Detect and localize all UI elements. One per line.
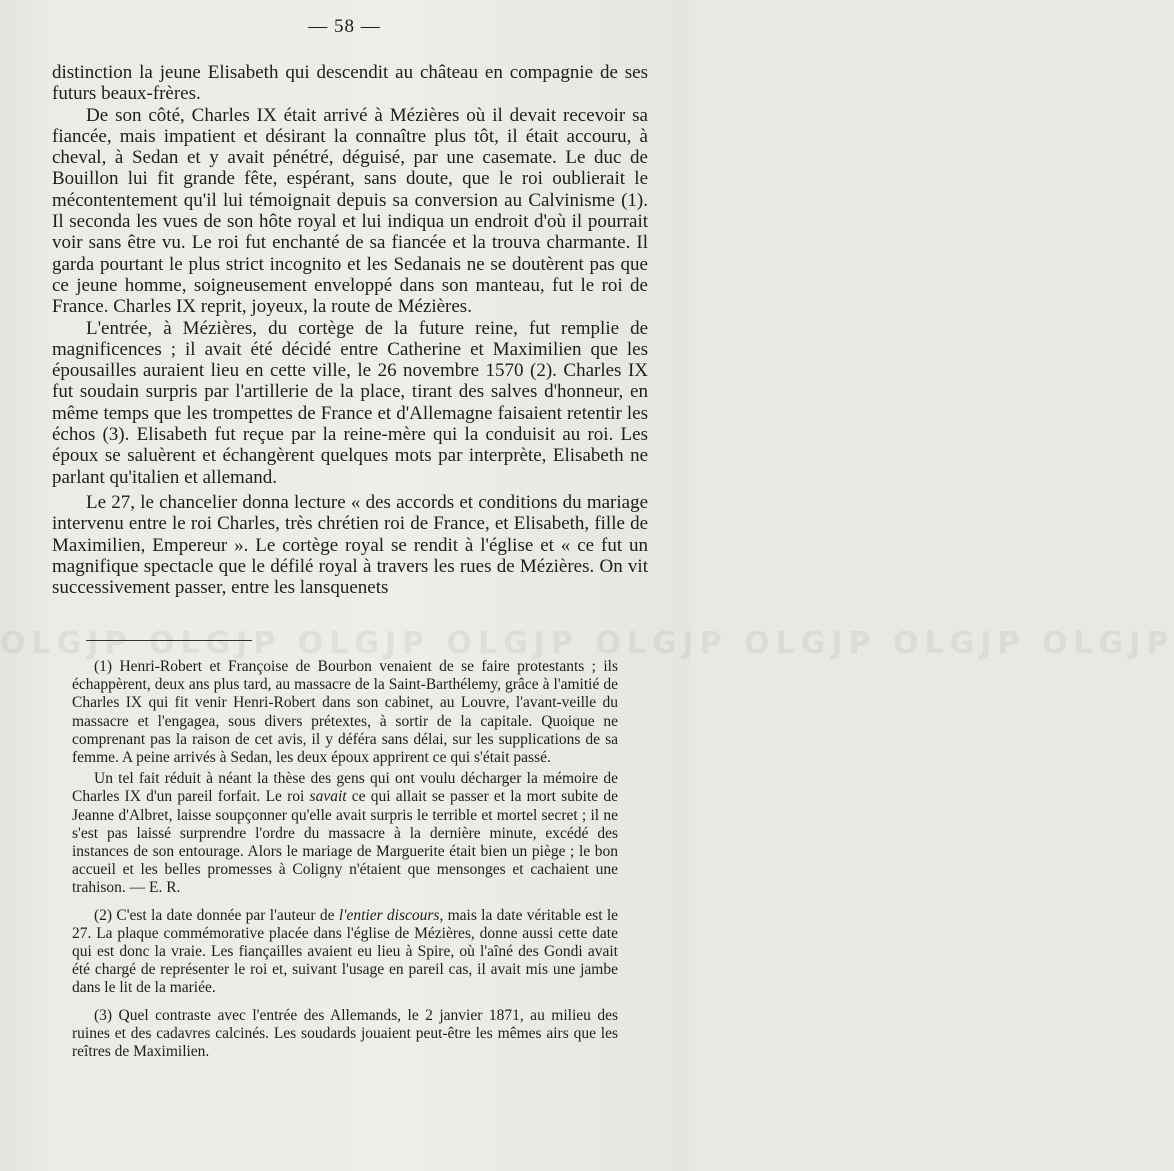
body-paragraph-3: L'entrée, à Mézières, du cortège de la future reine, fut remplie de magnificences ; il avait été décidé entre Catherine et Maximilien que les épousailles auraient lieu en cette ville, le 26 novembre 1570 (2). Charles IX fut soudain surpris par l'artillerie de la place, tirant des salves d'honneur, en même temps que les trompettes de France et d'Allemagne faisaient retentir les échos (3). Elisabeth fut reçue par la reine-mère qui la conduisit au roi. Les époux se saluèrent et échangèrent quelques mots par interprète, Elisabeth ne parlant qu'italien et allemand. [52,317,648,488]
footnotes [72,658,618,1064]
main-text [52,62,648,598]
footnote-1-cont-text-b: ce qui allait se passer et la mort subite de Jeanne d'Albret, laisse soupçonner qu'elle avait surpris le terrible et mortel secret ; il ne s'est pas laissé surprendre l'ordre du massacre à la dernière minute, excédé des instances de son entourage. Alors le mariage de Marguerite était bien un piège ; le bon accueil et les belles promesses à Coligny n'étaient que mensonges et cachaient une trahison. — E. R. [72,788,618,897]
footnote-2-text-a: (2) C'est la date donnée par l'auteur de [94,906,339,924]
footnote-2-italic: l'entier discours [338,906,440,924]
footnote-2-text-b: , mais la date véritable est le 27. La plaque commémorative placée dans l'église de Mézières, donne aussi cette date qui est donc la vraie. Les fiançailles avaient eu lieu à Spire, où l'aîné des Gondi avait été chargé de représenter le roi et, suivant l'usage en pareil cas, il avait mis une jambe dans le lit de la mariée. [72,906,618,997]
footnote-1: (1) Henri-Robert et Françoise de Bourbon venaient de se faire protestants ; ils échappèrent, deux ans plus tard, au massacre de la Saint-Barthélemy, grâce à l'amitié de Charles IX qui fit venir Henri-Robert dans son cabinet, au Louvre, l'avant-veille du massacre et l'engagea, sous divers prétextes, à sortir de la capitale. Quoique ne comprenant pas la raison de cet avis, il y déféra sans délai, sur les supplications de sa femme. A peine arrivés à Sedan, les deux époux apprirent ce qui s'était passé. [72,658,618,767]
body-paragraph-1: distinction la jeune Elisabeth qui descendit au château en compagnie de ses futurs beaux-frères. [52,62,648,105]
footnote-1-cont-text-a: Un tel fait réduit à néant la thèse des gens qui ont voulu décharger la mémoire de Charles IX d'un pareil forfait. Le roi [72,770,618,806]
footnote-1-cont-italic: savait [309,788,347,806]
watermark-band: OLGJP OLGJP OLGJP OLGJP OLGJP OLGJP OLGJP OLGJP [0,626,1174,661]
footnote-3: (3) Quel contraste avec l'entrée des Allemands, le 2 janvier 1871, au milieu des ruines et des cadavres calcinés. Les soudards jouaient peut-être les mêmes airs que les reîtres de Maximilien. [72,1006,618,1061]
body-paragraph-2: De son côté, Charles IX était arrivé à Mézières où il devait recevoir sa fiancée, mais impatient et désirant la connaître plus tôt, il était accouru, à cheval, à Sedan et y avait pénétré, déguisé, par une casemate. Le duc de Bouillon lui fit grande fête, espérant, sans doute, que le roi oublierait le mécontentement qu'il lui témoignait depuis sa conversion au Calvinisme (1). Il seconda les vues de son hôte royal et lui indiqua un endroit d'où il pourrait voir sans être vu. Le roi fut enchanté de sa fiancée et la trouva charmante. Il garda pourtant le plus strict incognito et les Sedanais ne se doutèrent pas que ce jeune homme, soigneusement enveloppé dans son manteau, fut le roi de France. Charles IX reprit, joyeux, la route de Mézières. [52,104,648,318]
footnote-separator [86,640,252,641]
page-number: — 58 — [308,16,381,37]
body-paragraph-4: Le 27, le chancelier donna lecture « des accords et conditions du mariage intervenu entre le roi Charles, très chrétien roi de France, et Elisabeth, fille de Maximilien, Empereur ». Le cortège royal se rendit à l'église et « ce fut un magnifique spectacle que le défilé royal à travers les rues de Mézières. On vit successivement passer, entre les lansquenets [52,491,648,599]
footnote-2 [72,907,618,998]
footnote-1-continuation [72,770,618,897]
